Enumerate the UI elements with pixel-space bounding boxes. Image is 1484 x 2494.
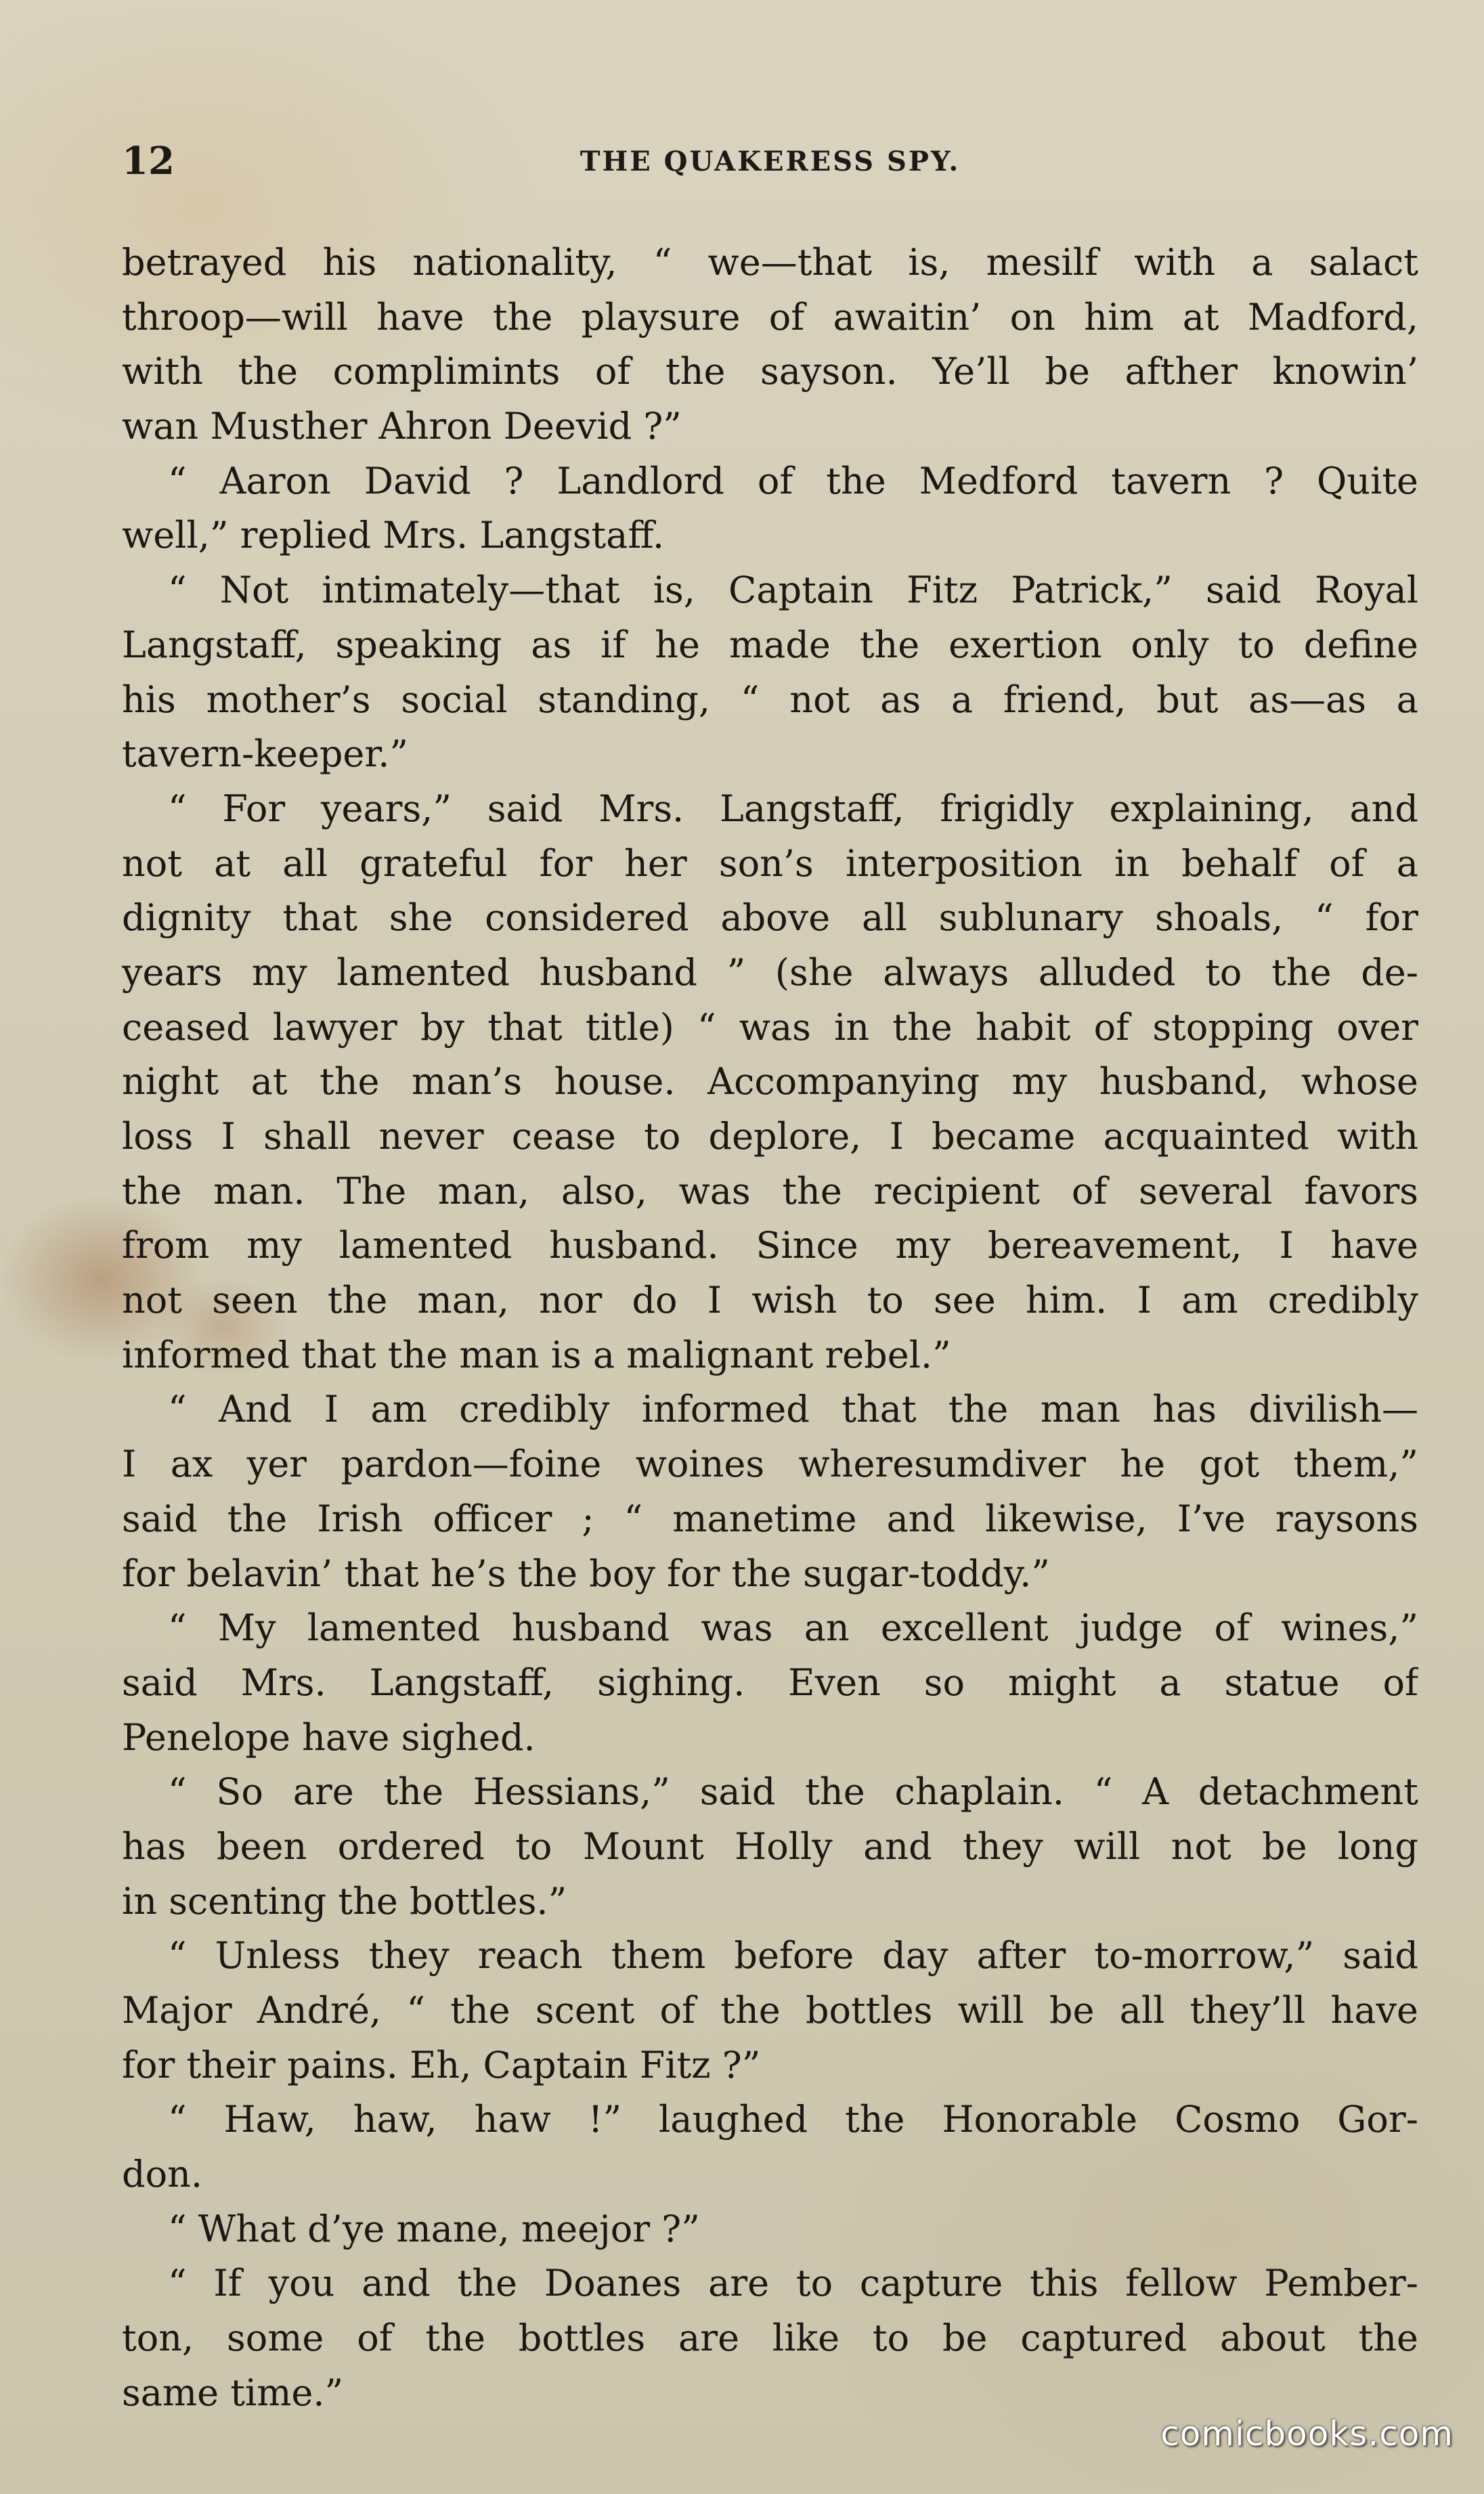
body-text bbox=[122, 236, 1418, 2421]
text-line: dignity that she considered above all sublunary shoals, “ for bbox=[122, 896, 1418, 940]
text-line: not seen the man, nor do I wish to see him. I am credibly bbox=[122, 1279, 1418, 1322]
page-header bbox=[122, 139, 1418, 186]
text-line: ceased lawyer by that title) “ was in the habit of stopping over bbox=[122, 1005, 1418, 1049]
text-line: with the complimints of the sayson. Ye’ll be afther knowin’ bbox=[122, 350, 1418, 393]
text-line: not at all grateful for her son’s interposition in behalf of a bbox=[122, 841, 1418, 885]
text-line: said Mrs. Langstaff, sighing. Even so might a statue of bbox=[122, 1661, 1418, 1704]
text-line: I ax yer pardon—foine woines wheresumdiver he got them,” bbox=[122, 1443, 1418, 1486]
text-line: the man. The man, also, was the recipient of several favors bbox=[122, 1169, 1418, 1212]
text-line: betrayed his nationality, “ we—that is, mesilf with a salact bbox=[122, 241, 1418, 284]
page-number: 12 bbox=[122, 139, 175, 183]
text-line: “ My lamented husband was an excellent judge of wines,” bbox=[168, 1606, 1418, 1650]
text-line: for belavin’ that he’s the boy for the sugar-toddy.” bbox=[122, 1552, 1050, 1595]
text-line: tavern-keeper.” bbox=[122, 732, 409, 776]
text-line: “ Unless they reach them before day after to-morrow,” said bbox=[168, 1934, 1418, 1977]
text-line: “ So are the Hessians,” said the chaplain. “ A detachment bbox=[168, 1770, 1418, 1814]
text-line: don. bbox=[122, 2153, 203, 2196]
text-line: has been ordered to Mount Holly and they will not be long bbox=[122, 1824, 1418, 1868]
text-line: informed that the man is a malignant rebel.” bbox=[122, 1333, 951, 1376]
text-line: from my lamented husband. Since my bereavement, I have bbox=[122, 1224, 1418, 1267]
text-line: ton, some of the bottles are like to be captured about the bbox=[122, 2317, 1418, 2360]
text-line: loss I shall never cease to deplore, I became acquainted with bbox=[122, 1115, 1418, 1158]
text-line: throop—will have the playsure of awaitin’ on him at Madford, bbox=[122, 295, 1418, 338]
text-line: night at the man’s house. Accompanying my husband, whose bbox=[122, 1060, 1418, 1103]
text-line: years my lamented husband ” (she always alluded to the de- bbox=[122, 950, 1418, 994]
text-line: “ What d’ye mane, meejor ?” bbox=[168, 2207, 700, 2250]
text-line: in scenting the bottles.” bbox=[122, 1879, 567, 1923]
watermark: comicbooks.com bbox=[1160, 2414, 1454, 2453]
text-line: “ If you and the Doanes are to capture this fellow Pember- bbox=[168, 2262, 1418, 2305]
text-line: said the Irish officer ; “ manetime and likewise, I’ve raysons bbox=[122, 1497, 1418, 1540]
text-line: “ Aaron David ? Landlord of the Medford tavern ? Quite bbox=[168, 459, 1418, 502]
text-line: well,” replied Mrs. Langstaff. bbox=[122, 514, 664, 557]
text-line: his mother’s social standing, “ not as a friend, but as—as a bbox=[122, 678, 1418, 721]
text-line: “ For years,” said Mrs. Langstaff, frigidly explaining, and bbox=[168, 787, 1418, 830]
text-line: Major André, “ the scent of the bottles will be all they’ll have bbox=[122, 1989, 1418, 2032]
text-line: “ Not intimately—that is, Captain Fitz Patrick,” said Royal bbox=[168, 569, 1418, 612]
text-line: same time.” bbox=[122, 2371, 344, 2414]
text-line: “ And I am credibly informed that the man has divilish— bbox=[168, 1388, 1418, 1431]
running-title: THE QUAKERESS SPY. bbox=[580, 146, 961, 177]
text-line: for their pains. Eh, Captain Fitz ?” bbox=[122, 2043, 761, 2086]
text-line: “ Haw, haw, haw !” laughed the Honorable Cosmo Gor- bbox=[168, 2098, 1418, 2141]
text-line: Langstaff, speaking as if he made the exertion only to define bbox=[122, 623, 1418, 666]
text-line: wan Musther Ahron Deevid ?” bbox=[122, 405, 682, 448]
text-line: Penelope have sighed. bbox=[122, 1715, 536, 1759]
